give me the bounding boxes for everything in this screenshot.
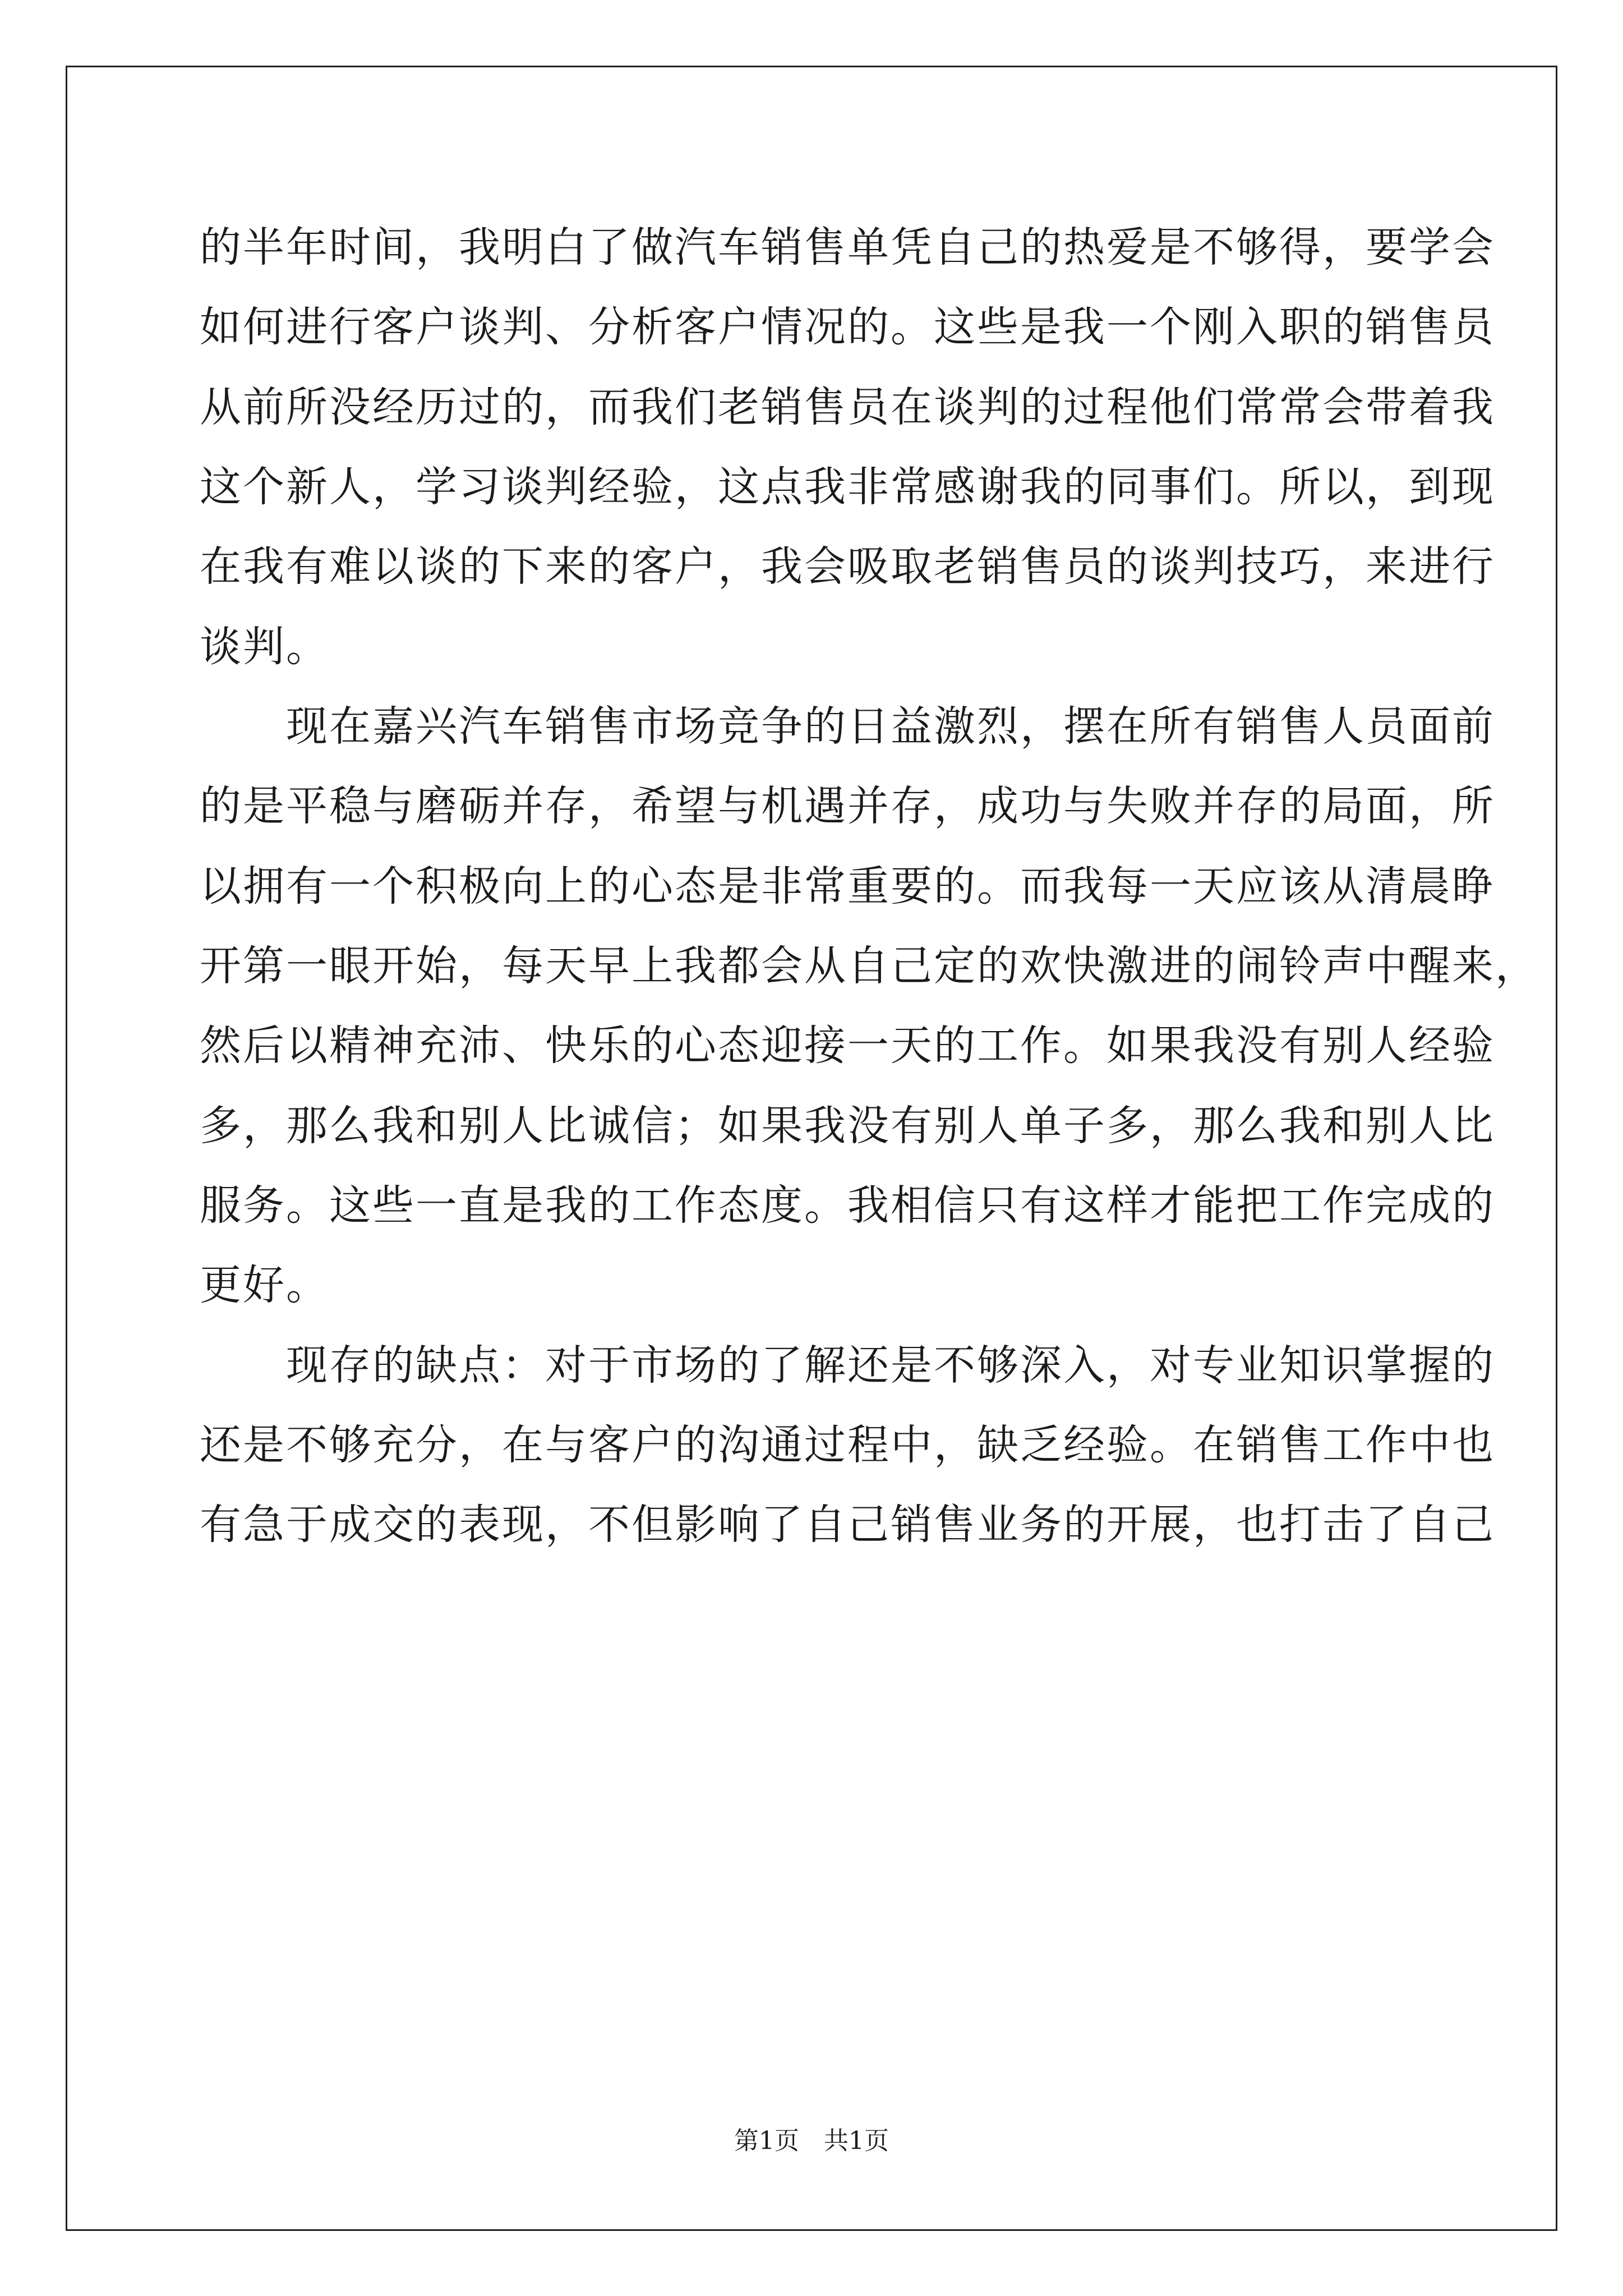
text-line-5: 在我有难以谈的下来的客户，我会吸取老销售员的谈判技巧，来进行: [200, 542, 1495, 591]
text-line-3: 从前所没经历过的，而我们老销售员在谈判的过程他们常常会带着我: [200, 383, 1495, 431]
text-line-16: 还是不够充分，在与客户的沟通过程中，缺乏经验。在销售工作中也: [200, 1421, 1495, 1469]
text-line-13: 服务。这些一直是我的工作态度。我相信只有这样才能把工作完成的: [200, 1181, 1495, 1230]
text-line-9: 以拥有一个积极向上的心态是非常重要的。而我每一天应该从清晨睁: [200, 862, 1495, 910]
text-line-15: 现存的缺点：对于市场的了解还是不够深入，对专业知识掌握的: [200, 1341, 1495, 1389]
text-line-8: 的是平稳与磨砺并存，希望与机遇并存，成功与失败并存的局面，所: [200, 782, 1495, 830]
text-line-2: 如何进行客户谈判、分析客户情况的。这些是我一个刚入职的销售员: [200, 303, 1495, 351]
page-number-footer: 第1页 共1页: [734, 2127, 889, 2155]
text-line-14: 更好。: [200, 1261, 329, 1309]
text-line-6: 谈判。: [200, 623, 329, 671]
text-line-17: 有急于成交的表现，不但影响了自己销售业务的开展，也打击了自己: [200, 1501, 1495, 1549]
text-line-1: 的半年时间，我明白了做汽车销售单凭自己的热爱是不够得，要学会: [200, 223, 1495, 272]
text-line-7: 现在嘉兴汽车销售市场竞争的日益激烈，摆在所有销售人员面前: [200, 702, 1495, 751]
text-line-11: 然后以精神充沛、快乐的心态迎接一天的工作。如果我没有别人经验: [200, 1022, 1495, 1070]
text-line-12: 多，那么我和别人比诚信；如果我没有别人单子多，那么我和别人比: [200, 1102, 1495, 1150]
text-line-10: 开第一眼开始，每天早上我都会从自己定的欢快激进的闹铃声中醒来，: [200, 942, 1538, 990]
text-line-4: 这个新人，学习谈判经验，这点我非常感谢我的同事们。所以，到现: [200, 463, 1495, 511]
